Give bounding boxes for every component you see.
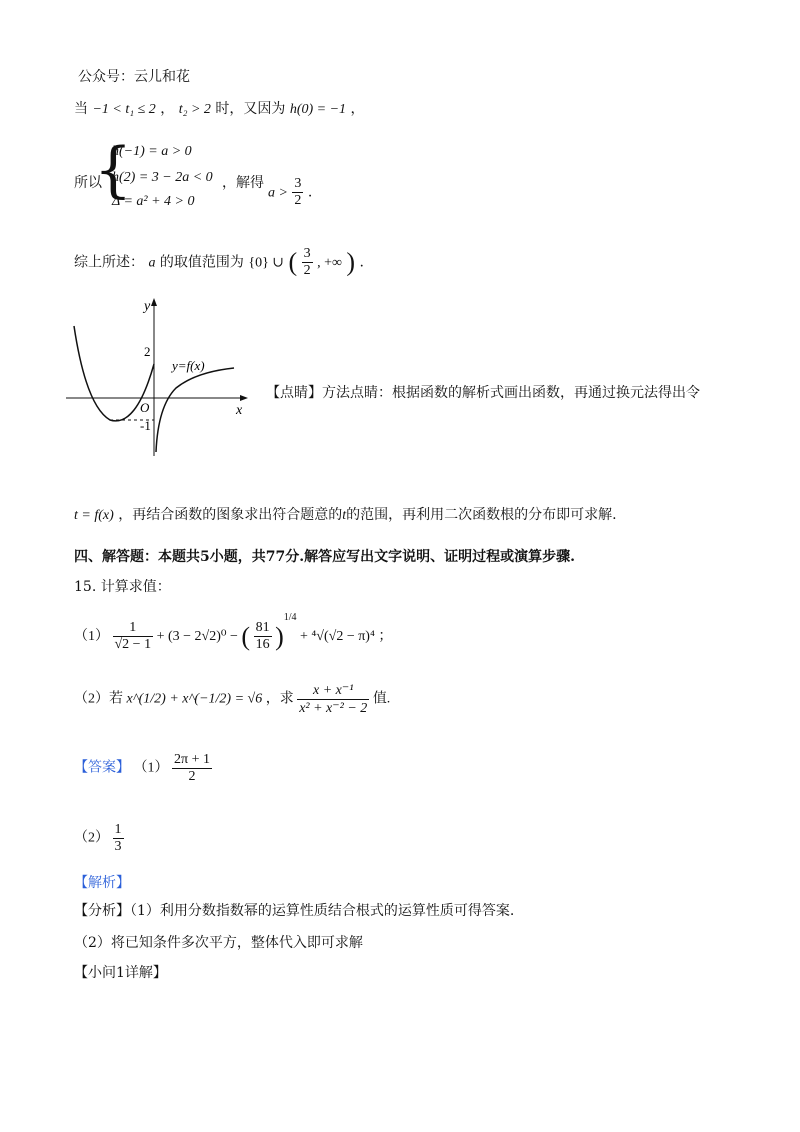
result-num: 3 xyxy=(294,176,302,191)
p1-frac2 xyxy=(254,620,272,653)
p1-num: 1 xyxy=(129,620,137,636)
problem-part1 xyxy=(74,612,392,653)
var-a: a xyxy=(148,255,156,271)
p2-cond: x^(1/2) + x^(−1/2) = √6 xyxy=(126,691,263,707)
p1-frac xyxy=(113,620,154,653)
detail-tag: 【小问1详解】 xyxy=(74,965,167,981)
text: ， xyxy=(350,101,365,117)
analysis-line1 xyxy=(74,900,514,920)
hint-text2: ，再结合函数的图象求出符合题意的 xyxy=(118,507,343,523)
problem-part2 xyxy=(74,682,390,717)
result-lhs: a > xyxy=(268,185,288,201)
a1-den: 2 xyxy=(172,768,212,785)
y-axis-label: y xyxy=(144,299,151,314)
system-eq2: h(2) = 3 − 2a < 0 xyxy=(112,170,213,185)
x-axis-arrow xyxy=(240,395,248,401)
text: 当 xyxy=(74,101,88,117)
curve-label: y=f(x) xyxy=(172,358,205,373)
p2-label: （2）若 xyxy=(74,691,123,707)
p2-den: x² + x⁻² − 2 xyxy=(299,701,368,716)
answer-part2 xyxy=(74,822,124,855)
hint-line2 xyxy=(74,504,617,524)
formula-cond2: t₂ > 2 xyxy=(178,102,211,117)
summary-num: 3 xyxy=(303,246,311,261)
x-axis-label: x xyxy=(236,403,243,418)
p2-mid: ，求 xyxy=(265,691,294,707)
system-result xyxy=(268,176,312,209)
p1-exp: 1/4 xyxy=(283,612,297,623)
t-var: t xyxy=(342,508,347,523)
paren-close: ) xyxy=(275,621,284,651)
answer-tag: 【答案】 xyxy=(74,760,130,776)
right-paren: ) xyxy=(346,247,356,277)
p1-root: + ⁴√(√2 − π)⁴ xyxy=(300,629,375,644)
tick-2: 2 xyxy=(144,344,151,359)
formula-cond1: −1 < t₁ ≤ 2 xyxy=(92,102,156,117)
text: 的取值范围为 xyxy=(159,254,244,271)
a2-den: 3 xyxy=(114,839,122,854)
fenxi-tag: 【分析】 xyxy=(74,903,130,919)
p1-end: ； xyxy=(378,629,393,644)
answer-part1 xyxy=(74,752,212,785)
left-brace: { xyxy=(94,135,133,205)
summary-line xyxy=(74,246,364,279)
paren-open: ( xyxy=(241,621,251,651)
text: 时，又因为 xyxy=(215,101,286,117)
set-part: {0} ∪ xyxy=(248,255,285,271)
hint-text3: 的范围，再利用二次函数根的分布即可求解. xyxy=(346,507,617,523)
p1-den: √2 − 1 xyxy=(114,637,152,653)
account-label: 公众号：云儿和花 xyxy=(78,69,190,85)
text: ， xyxy=(160,101,175,117)
solve-text: ，解得 xyxy=(222,175,264,191)
result-frac xyxy=(292,176,303,209)
a2-label: （2） xyxy=(74,830,109,846)
origin-label: O xyxy=(140,400,150,415)
formula-cond3: h(0) = −1 xyxy=(289,102,347,117)
analysis-tag: 【解析】 xyxy=(74,875,130,891)
result-den: 2 xyxy=(294,193,302,208)
system-pre: 所以 xyxy=(74,175,102,191)
summary-frac xyxy=(302,246,313,279)
system-eq3: Δ = a² + 4 > 0 xyxy=(112,194,195,209)
a1-num: 2π + 1 xyxy=(174,752,210,767)
hint-line xyxy=(266,382,700,402)
tick-neg1: -1 xyxy=(140,418,151,433)
a2-frac xyxy=(113,822,124,855)
summary-den: 2 xyxy=(303,263,311,278)
system-eq1: h(−1) = a > 0 xyxy=(112,144,192,159)
fenxi1: （1）利用分数指数幂的运算性质结合根式的运算性质可得答案. xyxy=(130,903,515,919)
dot: . xyxy=(307,184,313,201)
left-paren: ( xyxy=(288,247,298,277)
text: . xyxy=(359,254,364,271)
problem-label: 15. 计算求值： xyxy=(74,579,171,595)
p2-frac xyxy=(297,682,369,717)
t-equation: t = f(x) xyxy=(74,508,114,523)
function-graph xyxy=(66,296,256,456)
a1-frac xyxy=(172,752,212,785)
p2-num: x + x⁻¹ xyxy=(313,683,354,698)
inf-part: , +∞ xyxy=(317,255,342,271)
analysis-line2: （2）将已知条件多次平方，整体代入即可求解 xyxy=(74,935,363,951)
y-axis-arrow xyxy=(151,298,157,306)
hint-text1: 方法点睛：根据函数的解析式画出函数，再通过换元法得出令 xyxy=(322,385,700,401)
p1-frac-den: 16 xyxy=(255,637,270,653)
p2-end: 值. xyxy=(372,691,391,707)
p1-rest: + (3 − 2√2)⁰ − xyxy=(156,629,238,644)
text: 综上所述： xyxy=(74,254,144,271)
condition-line xyxy=(74,98,365,118)
right-branch-curve xyxy=(156,368,234,452)
section-title: 四、解答题：本题共5小题，共77分.解答应写出文字说明、证明过程或演算步骤. xyxy=(74,549,575,565)
p1-frac-num: 81 xyxy=(255,620,270,636)
a1-label: （1） xyxy=(133,760,169,776)
a2-num: 1 xyxy=(114,822,122,837)
p1-label: （1） xyxy=(74,629,109,644)
hint-tag: 【点睛】 xyxy=(266,385,322,401)
